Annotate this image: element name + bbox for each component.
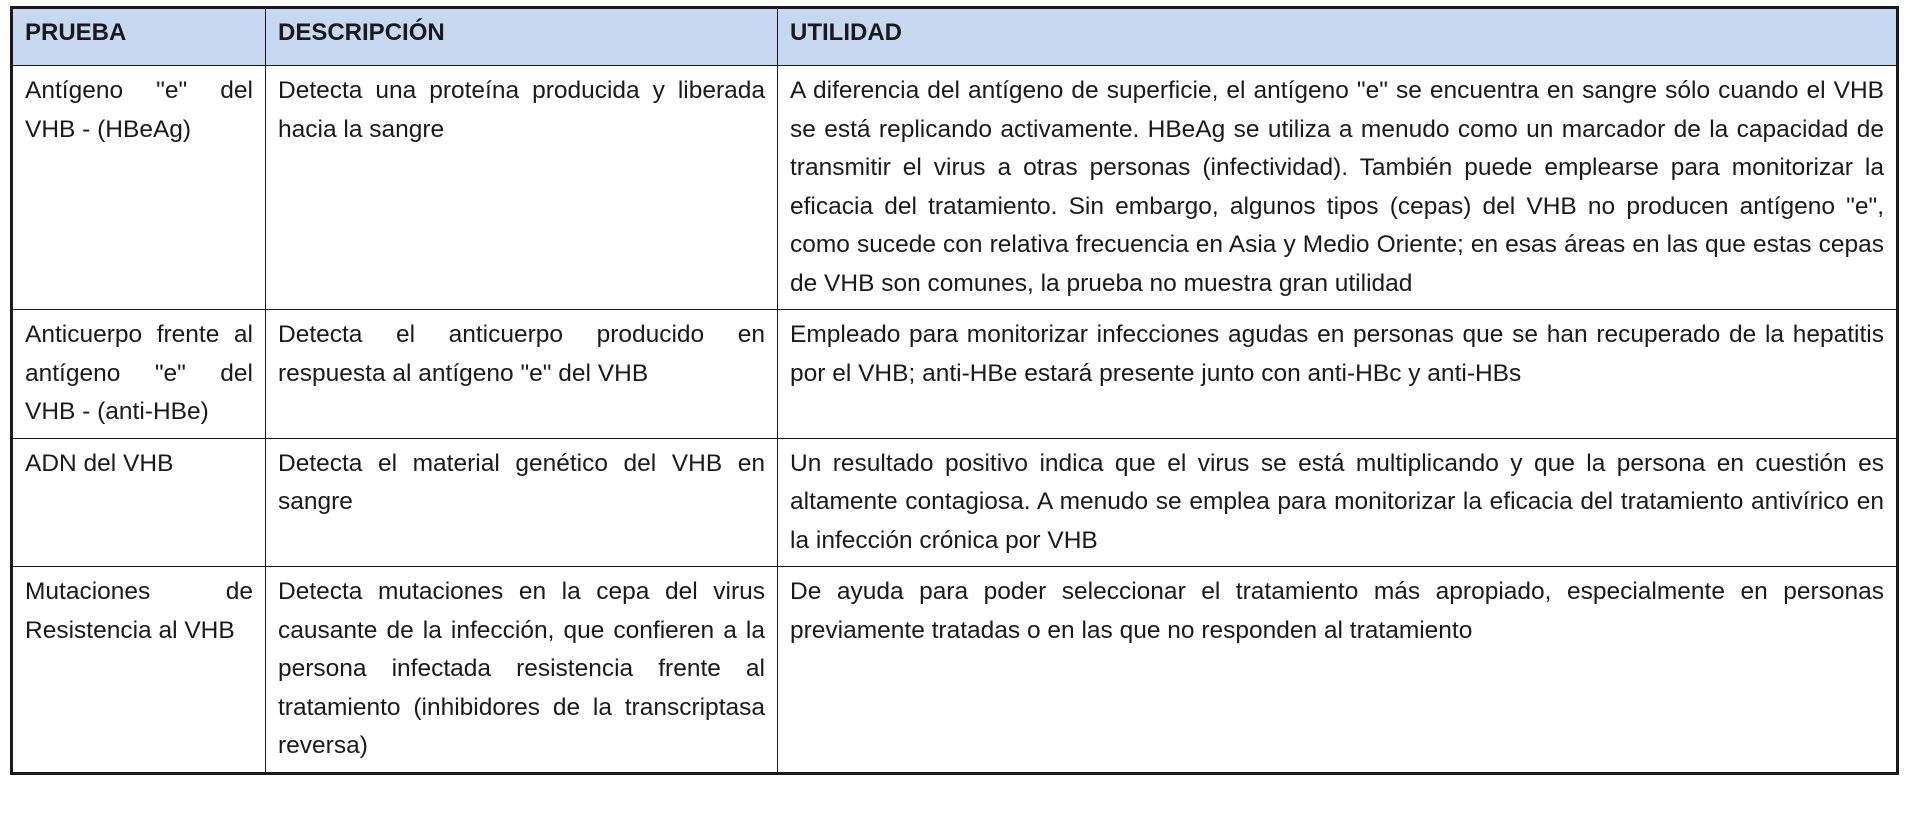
table-container [10, 6, 1896, 775]
cell-descripcion: Detecta mutaciones en la cepa del virus causante de la infección, que confieren a la persona infectada resistencia frente al tratamiento (inhibidores de la transcriptasa reversa) [266, 567, 778, 774]
cell-descripcion: Detecta una proteína producida y liberada hacia la sangre [266, 66, 778, 310]
cell-prueba: Anticuerpo frente al antígeno "e" del VHB - (anti-HBe) [12, 310, 266, 439]
cell-utilidad: A diferencia del antígeno de superficie, el antígeno "e" se encuentra en sangre sólo cuando el VHB se está replicando activamente. HBeAg se utiliza a menudo como un marcador de la capacidad de transmitir el virus a otras personas (infectividad). También puede emplearse para monitorizar la eficacia del tratamiento. Sin embargo, algunos tipos (cepas) del VHB no producen antígeno "e", como sucede con relativa frecuencia en Asia y Medio Oriente; en esas áreas en las que estas cepas de VHB son comunes, la prueba no muestra gran utilidad [778, 66, 1898, 310]
cell-prueba: Antígeno "e" del VHB - (HBeAg) [12, 66, 266, 310]
header-utilidad: UTILIDAD [778, 8, 1898, 66]
table-row [12, 438, 1898, 567]
table-body [12, 66, 1898, 774]
table-row [12, 310, 1898, 439]
cell-descripcion: Detecta el anticuerpo producido en respuesta al antígeno "e" del VHB [266, 310, 778, 439]
header-prueba: PRUEBA [12, 8, 266, 66]
table-row [12, 567, 1898, 774]
cell-prueba: Mutaciones de Resistencia al VHB [12, 567, 266, 774]
header-descripcion: DESCRIPCIÓN [266, 8, 778, 66]
table-row [12, 66, 1898, 310]
cell-utilidad: De ayuda para poder seleccionar el tratamiento más apropiado, especialmente en personas previamente tratadas o en las que no responden al tratamiento [778, 567, 1898, 774]
cell-utilidad: Un resultado positivo indica que el virus se está multiplicando y que la persona en cuestión es altamente contagiosa. A menudo se emplea para monitorizar la eficacia del tratamiento antivírico en la infección crónica por VHB [778, 438, 1898, 567]
hbv-tests-table [10, 6, 1899, 775]
cell-descripcion: Detecta el material genético del VHB en sangre [266, 438, 778, 567]
table-header [12, 8, 1898, 66]
header-row [12, 8, 1898, 66]
cell-utilidad: Empleado para monitorizar infecciones agudas en personas que se han recuperado de la hepatitis por el VHB; anti-HBe estará presente junto con anti-HBc y anti-HBs [778, 310, 1898, 439]
cell-prueba: ADN del VHB [12, 438, 266, 567]
